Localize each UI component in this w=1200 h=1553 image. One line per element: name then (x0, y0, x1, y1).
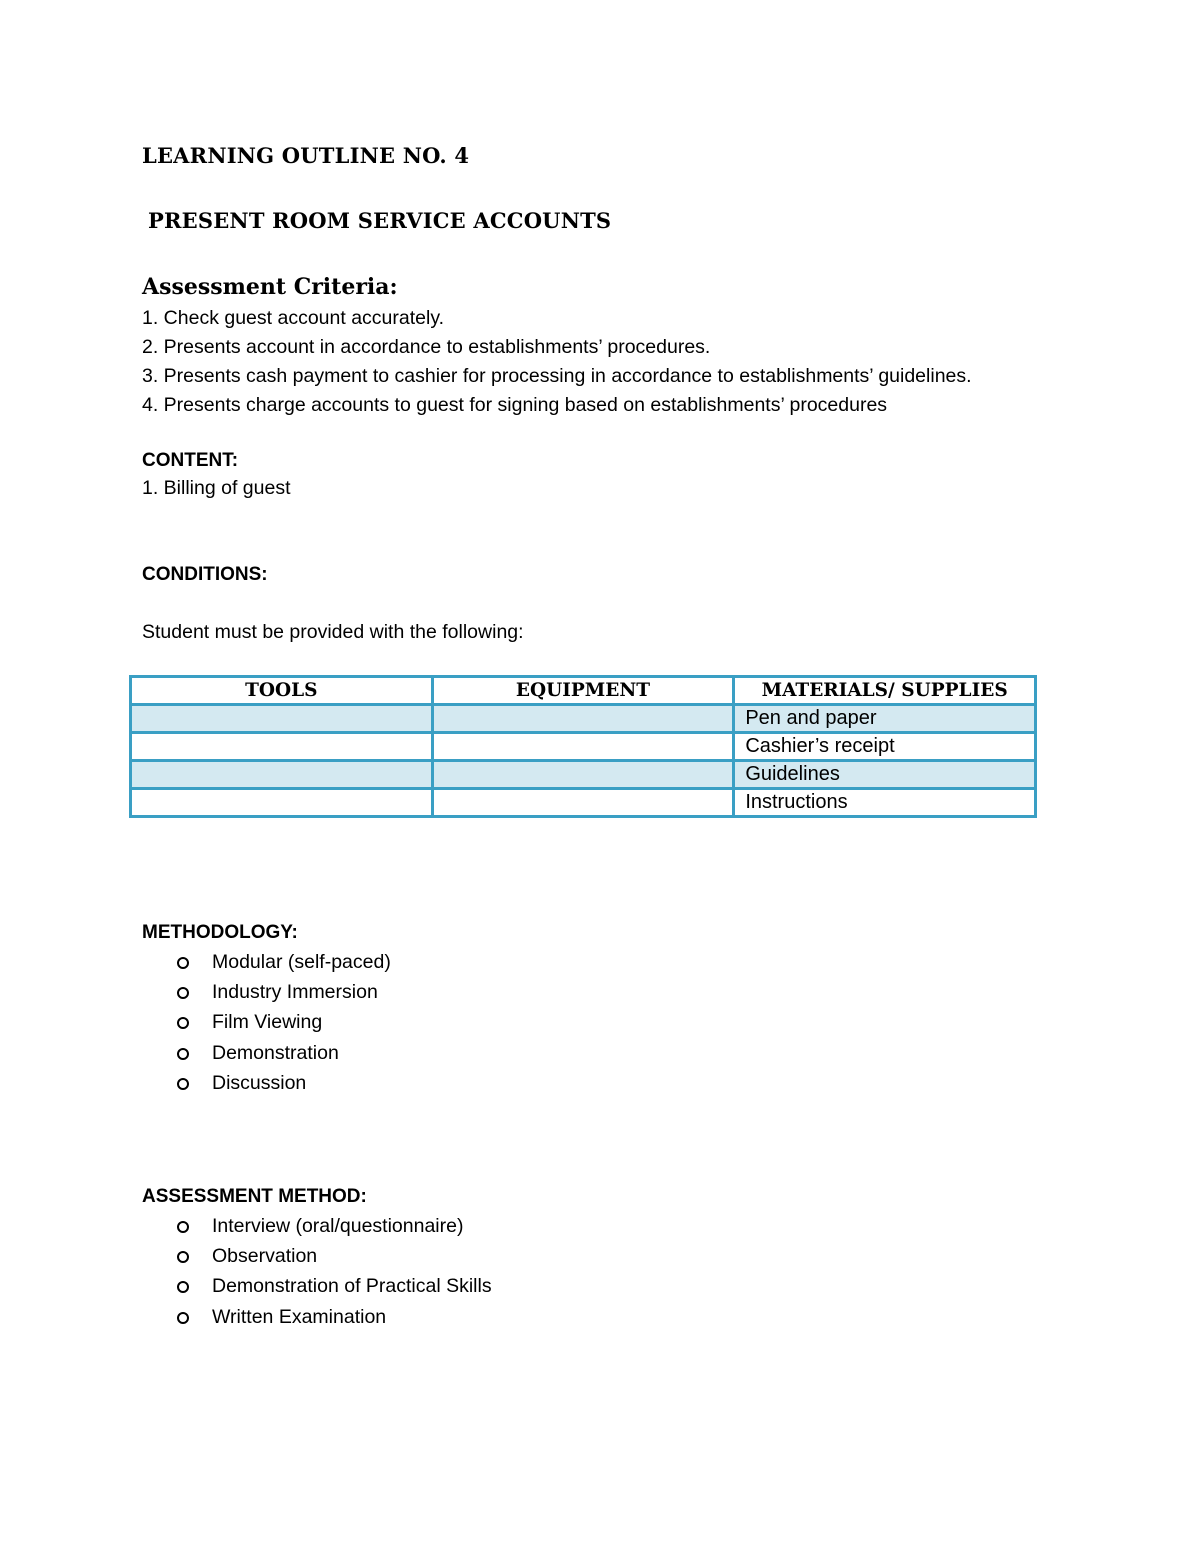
table-row (131, 705, 1036, 733)
table-cell (131, 761, 433, 789)
list-item (170, 1007, 391, 1037)
methodology-heading: METHODOLOGY: (142, 922, 298, 943)
table-cell: Cashier’s receipt (734, 733, 1036, 761)
list-item (170, 1271, 492, 1301)
table-cell: Pen and paper (734, 705, 1036, 733)
list-item (170, 1211, 492, 1241)
circle-bullet-icon (177, 957, 189, 969)
circle-bullet-icon (177, 1017, 189, 1029)
list-item-label: Film Viewing (212, 1011, 323, 1034)
list-item (170, 977, 391, 1007)
conditions-heading: CONDITIONS: (142, 564, 268, 585)
outline-title: LEARNING OUTLINE NO. 4 (142, 143, 470, 168)
list-item-label: Written Examination (212, 1305, 387, 1328)
list-item-label: Industry Immersion (212, 981, 378, 1004)
table-cell: Guidelines (734, 761, 1036, 789)
circle-bullet-icon (177, 1281, 189, 1293)
methodology-list (170, 947, 391, 1098)
list-item-label: Demonstration of Practical Skills (212, 1275, 492, 1298)
table-cell (432, 789, 734, 817)
list-item-label: Interview (oral/questionnaire) (212, 1215, 464, 1237)
list-item (170, 1038, 391, 1068)
table-cell (432, 705, 734, 733)
criteria-item: 1. Check guest account accurately. (142, 307, 445, 329)
assessment-method-heading: ASSESSMENT METHOD: (142, 1186, 367, 1207)
table-cell (131, 733, 433, 761)
table-cell (131, 789, 433, 817)
list-item (170, 947, 391, 977)
conditions-intro: Student must be provided with the following: (142, 621, 524, 643)
table-row (131, 733, 1036, 761)
circle-bullet-icon (177, 1078, 189, 1090)
module-title: PRESENT ROOM SERVICE ACCOUNTS (148, 208, 612, 233)
content-item: 1. Billing of guest (142, 477, 291, 499)
circle-bullet-icon (177, 1048, 189, 1060)
table-row (131, 789, 1036, 817)
criteria-item: 3. Presents cash payment to cashier for processing in accordance to establishments’ guidelines. (142, 365, 972, 387)
list-item (170, 1068, 391, 1098)
criteria-item: 4. Presents charge accounts to guest for signing based on establishments’ procedures (142, 394, 888, 416)
circle-bullet-icon (177, 1312, 189, 1324)
column-header-materials: MATERIALS/ SUPPLIES (734, 677, 1036, 705)
list-item (170, 1302, 492, 1332)
assessment-criteria-list (142, 305, 972, 421)
content-heading: CONTENT: (142, 450, 239, 471)
circle-bullet-icon (177, 1251, 189, 1263)
supplies-table (129, 675, 1037, 818)
table-cell (432, 761, 734, 789)
list-item-label: Discussion (212, 1071, 307, 1094)
column-header-tools: TOOLS (131, 677, 433, 705)
list-item-label: Modular (self-paced) (212, 951, 391, 973)
table-row (131, 761, 1036, 789)
assessment-criteria-heading: Assessment Criteria: (142, 274, 398, 300)
criteria-item: 2. Presents account in accordance to establishments’ procedures. (142, 336, 711, 358)
list-item-label: Demonstration (212, 1041, 339, 1064)
table-cell (131, 705, 433, 733)
list-item-label: Observation (212, 1245, 318, 1268)
column-header-equipment: EQUIPMENT (432, 677, 734, 705)
circle-bullet-icon (177, 987, 189, 999)
circle-bullet-icon (177, 1221, 189, 1233)
list-item (170, 1241, 492, 1271)
table-header-row (131, 677, 1036, 705)
table-cell (432, 733, 734, 761)
table-cell: Instructions (734, 789, 1036, 817)
assessment-method-list (170, 1211, 492, 1332)
